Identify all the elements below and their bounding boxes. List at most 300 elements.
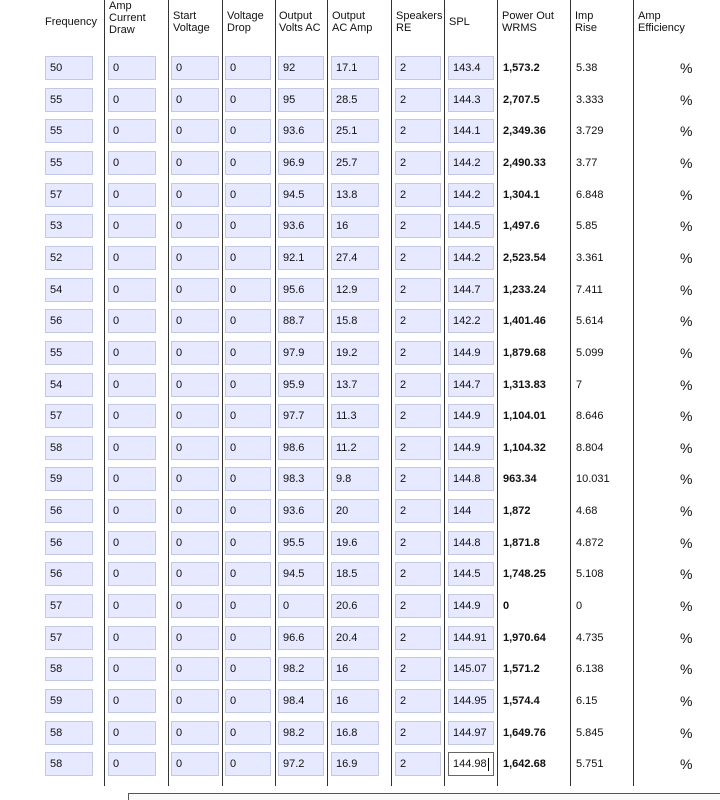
power-out-value <box>503 752 568 776</box>
output-amp-input-text: 28.5 <box>336 94 358 106</box>
output-volts-input[interactable] <box>278 119 324 143</box>
output-amp-input[interactable] <box>331 246 379 270</box>
voltage-drop-input[interactable] <box>225 689 271 713</box>
speakers-re-input[interactable] <box>395 278 441 302</box>
speakers-re-input[interactable] <box>395 246 441 270</box>
spl-input[interactable] <box>448 151 494 175</box>
output-volts-input[interactable] <box>278 151 324 175</box>
voltage-drop-input-text: 0 <box>230 94 237 106</box>
voltage-drop-input[interactable] <box>225 151 271 175</box>
frequency-input[interactable] <box>45 626 93 650</box>
imp-rise-value-text: 0 <box>576 600 583 612</box>
start-voltage-input[interactable] <box>171 721 219 745</box>
amp-current-input-text: 0 <box>113 442 120 454</box>
speakers-re-input-text: 2 <box>400 284 407 296</box>
start-voltage-input[interactable] <box>171 183 219 207</box>
output-volts-input[interactable] <box>278 88 324 112</box>
start-voltage-input-text: 0 <box>176 157 183 169</box>
spl-input[interactable] <box>448 56 494 80</box>
output-volts-input[interactable] <box>278 56 324 80</box>
amp-current-input[interactable] <box>108 341 156 365</box>
start-voltage-input-text: 0 <box>176 410 183 422</box>
table-row <box>0 594 720 618</box>
frequency-input[interactable] <box>45 119 93 143</box>
voltage-drop-input-text: 0 <box>230 157 237 169</box>
speakers-re-input[interactable] <box>395 721 441 745</box>
frequency-input-text: 53 <box>50 220 63 232</box>
amp-current-input[interactable] <box>108 689 156 713</box>
speakers-re-input[interactable] <box>395 214 441 238</box>
spl-input[interactable] <box>448 309 494 333</box>
speakers-re-input-text: 2 <box>400 695 407 707</box>
start-voltage-input[interactable] <box>171 246 219 270</box>
spl-input[interactable] <box>448 499 494 523</box>
frequency-input[interactable] <box>45 436 93 460</box>
imp-rise-value <box>576 626 631 650</box>
output-volts-input[interactable] <box>278 341 324 365</box>
output-volts-input[interactable] <box>278 214 324 238</box>
amp-efficiency-value-text: % <box>680 440 693 456</box>
voltage-drop-input[interactable] <box>225 531 271 555</box>
frequency-input[interactable] <box>45 404 93 428</box>
output-amp-input-text: 9.8 <box>336 473 352 485</box>
start-voltage-input-text: 0 <box>176 315 183 327</box>
start-voltage-input[interactable] <box>171 309 219 333</box>
output-amp-input[interactable] <box>331 88 379 112</box>
amp-efficiency-value-text: % <box>680 725 693 741</box>
spl-input-text: 144.7 <box>453 379 481 391</box>
speakers-re-input[interactable] <box>395 341 441 365</box>
amp-current-input[interactable] <box>108 499 156 523</box>
header-label-line: Power Out <box>502 10 554 22</box>
header-label-line: Efficiency <box>638 22 685 34</box>
frequency-input[interactable] <box>45 499 93 523</box>
output-amp-input-text: 13.8 <box>336 189 358 201</box>
output-volts-input[interactable] <box>278 246 324 270</box>
output-volts-input[interactable] <box>278 309 324 333</box>
voltage-drop-input[interactable] <box>225 404 271 428</box>
output-volts-input[interactable] <box>278 278 324 302</box>
speakers-re-input[interactable] <box>395 151 441 175</box>
output-volts-input[interactable] <box>278 373 324 397</box>
spl-input[interactable] <box>448 119 494 143</box>
output-amp-input[interactable] <box>331 309 379 333</box>
voltage-drop-input-text: 0 <box>230 505 237 517</box>
output-volts-input[interactable] <box>278 467 324 491</box>
amp-current-input[interactable] <box>108 373 156 397</box>
spl-input[interactable] <box>448 88 494 112</box>
power-out-value-text: 1,872 <box>503 505 531 517</box>
speakers-re-input[interactable] <box>395 309 441 333</box>
amp-current-input[interactable] <box>108 594 156 618</box>
output-amp-input[interactable] <box>331 689 379 713</box>
header-spl <box>447 0 497 44</box>
power-out-value-text: 2,349.36 <box>503 125 546 137</box>
frequency-input[interactable] <box>45 594 93 618</box>
output-volts-input[interactable] <box>278 436 324 460</box>
header-start-voltage <box>171 0 221 44</box>
header-label-line: SPL <box>449 16 470 28</box>
power-out-value-text: 2,707.5 <box>503 94 540 106</box>
frequency-input[interactable] <box>45 246 93 270</box>
start-voltage-input[interactable] <box>171 752 219 776</box>
speakers-re-input[interactable] <box>395 404 441 428</box>
spl-input[interactable] <box>448 404 494 428</box>
power-out-value-text: 1,497.6 <box>503 220 540 232</box>
imp-rise-value <box>576 88 631 112</box>
output-volts-input-text: 96.6 <box>283 632 305 644</box>
start-voltage-input[interactable] <box>171 436 219 460</box>
imp-rise-value <box>576 499 631 523</box>
output-amp-input[interactable] <box>331 594 379 618</box>
imp-rise-value <box>576 467 631 491</box>
imp-rise-value <box>576 689 631 713</box>
spl-input[interactable] <box>448 183 494 207</box>
output-amp-input[interactable] <box>331 531 379 555</box>
output-amp-input[interactable] <box>331 562 379 586</box>
start-voltage-input[interactable] <box>171 119 219 143</box>
output-amp-input[interactable] <box>331 404 379 428</box>
power-out-value-text: 1,233.24 <box>503 284 546 296</box>
table-row <box>0 562 720 586</box>
start-voltage-input[interactable] <box>171 278 219 302</box>
frequency-input[interactable] <box>45 278 93 302</box>
output-volts-input[interactable] <box>278 404 324 428</box>
header-label-line: Output <box>332 10 366 22</box>
frequency-input[interactable] <box>45 151 93 175</box>
imp-rise-value-text: 4.735 <box>576 632 604 644</box>
start-voltage-input[interactable] <box>171 531 219 555</box>
amp-current-input[interactable] <box>108 404 156 428</box>
speakers-re-input[interactable] <box>395 373 441 397</box>
imp-rise-value <box>576 531 631 555</box>
amp-efficiency-value <box>680 404 700 428</box>
power-out-value <box>503 436 568 460</box>
frequency-input-text: 56 <box>50 315 63 327</box>
voltage-drop-input[interactable] <box>225 278 271 302</box>
amp-current-input[interactable] <box>108 119 156 143</box>
frequency-input-text: 52 <box>50 252 63 264</box>
spl-input-text: 144.9 <box>453 600 481 612</box>
start-voltage-input-text: 0 <box>176 94 183 106</box>
output-volts-input[interactable] <box>278 183 324 207</box>
amp-current-input[interactable] <box>108 436 156 460</box>
amp-current-input[interactable] <box>108 278 156 302</box>
amp-efficiency-value-text: % <box>680 92 693 108</box>
voltage-drop-input[interactable] <box>225 119 271 143</box>
output-amp-input[interactable] <box>331 499 379 523</box>
output-amp-input[interactable] <box>331 436 379 460</box>
speakers-re-input[interactable] <box>395 657 441 681</box>
spl-input[interactable] <box>448 531 494 555</box>
speakers-re-input[interactable] <box>395 436 441 460</box>
voltage-drop-input[interactable] <box>225 752 271 776</box>
imp-rise-value <box>576 436 631 460</box>
spl-input[interactable] <box>448 594 494 618</box>
power-out-value <box>503 88 568 112</box>
spl-input-text: 144.9 <box>453 442 481 454</box>
voltage-drop-input[interactable] <box>225 721 271 745</box>
power-out-value <box>503 657 568 681</box>
spl-input[interactable] <box>448 562 494 586</box>
voltage-drop-input[interactable] <box>225 183 271 207</box>
frequency-input[interactable] <box>45 56 93 80</box>
amp-current-input-text: 0 <box>113 473 120 485</box>
amp-current-input-text: 0 <box>113 157 120 169</box>
header-output-volts-ac <box>277 0 329 44</box>
output-amp-input[interactable] <box>331 119 379 143</box>
amp-current-input[interactable] <box>108 88 156 112</box>
imp-rise-value <box>576 404 631 428</box>
spl-input[interactable] <box>448 246 494 270</box>
speakers-re-input-text: 2 <box>400 94 407 106</box>
amp-current-input[interactable] <box>108 183 156 207</box>
voltage-drop-input[interactable] <box>225 594 271 618</box>
spl-input[interactable] <box>448 341 494 365</box>
voltage-drop-input[interactable] <box>225 373 271 397</box>
output-volts-input[interactable] <box>278 499 324 523</box>
start-voltage-input[interactable] <box>171 467 219 491</box>
amp-current-input-text: 0 <box>113 505 120 517</box>
output-volts-input-text: 97.9 <box>283 347 305 359</box>
output-amp-input[interactable] <box>331 467 379 491</box>
speakers-re-input[interactable] <box>395 467 441 491</box>
imp-rise-value-text: 8.804 <box>576 442 604 454</box>
voltage-drop-input[interactable] <box>225 467 271 491</box>
amp-current-input[interactable] <box>108 752 156 776</box>
speakers-re-input[interactable] <box>395 752 441 776</box>
frequency-input[interactable] <box>45 214 93 238</box>
header-label-line: Drop <box>227 22 251 34</box>
voltage-drop-input[interactable] <box>225 56 271 80</box>
output-volts-input[interactable] <box>278 721 324 745</box>
table-row <box>0 373 720 397</box>
start-voltage-input[interactable] <box>171 657 219 681</box>
frequency-input[interactable] <box>45 562 93 586</box>
voltage-drop-input[interactable] <box>225 309 271 333</box>
amp-current-input[interactable] <box>108 214 156 238</box>
imp-rise-value-text: 5.614 <box>576 315 604 327</box>
amp-efficiency-value-text: % <box>680 218 693 234</box>
power-out-value-text: 1,401.46 <box>503 315 546 327</box>
output-volts-input[interactable] <box>278 657 324 681</box>
imp-rise-value <box>576 214 631 238</box>
power-out-value-text: 1,642.68 <box>503 758 546 770</box>
output-volts-input[interactable] <box>278 689 324 713</box>
speakers-re-input[interactable] <box>395 562 441 586</box>
voltage-drop-input[interactable] <box>225 626 271 650</box>
frequency-input-text: 55 <box>50 94 63 106</box>
amp-current-input[interactable] <box>108 562 156 586</box>
output-volts-input[interactable] <box>278 531 324 555</box>
imp-rise-value-text: 6.138 <box>576 663 604 675</box>
amp-current-input[interactable] <box>108 531 156 555</box>
frequency-input-text: 59 <box>50 695 63 707</box>
voltage-drop-input[interactable] <box>225 499 271 523</box>
frequency-input[interactable] <box>45 531 93 555</box>
output-amp-input-text: 15.8 <box>336 315 358 327</box>
imp-rise-value <box>576 373 631 397</box>
amp-current-input[interactable] <box>108 151 156 175</box>
spl-input[interactable] <box>448 214 494 238</box>
amp-current-input[interactable] <box>108 721 156 745</box>
frequency-input[interactable] <box>45 88 93 112</box>
output-volts-input[interactable] <box>278 626 324 650</box>
output-volts-input-text: 98.2 <box>283 727 305 739</box>
speakers-re-input[interactable] <box>395 119 441 143</box>
spl-input[interactable] <box>448 657 494 681</box>
start-voltage-input[interactable] <box>171 214 219 238</box>
start-voltage-input[interactable] <box>171 88 219 112</box>
power-out-value <box>503 151 568 175</box>
start-voltage-input[interactable] <box>171 499 219 523</box>
frequency-input[interactable] <box>45 721 93 745</box>
amp-current-input[interactable] <box>108 626 156 650</box>
spl-input-text: 144.3 <box>453 94 481 106</box>
start-voltage-input[interactable] <box>171 56 219 80</box>
voltage-drop-input-text: 0 <box>230 758 237 770</box>
output-amp-input[interactable] <box>331 56 379 80</box>
start-voltage-input[interactable] <box>171 689 219 713</box>
voltage-drop-input[interactable] <box>225 341 271 365</box>
spl-input[interactable] <box>448 436 494 460</box>
frequency-input-text: 57 <box>50 632 63 644</box>
amp-current-input-text: 0 <box>113 284 120 296</box>
amp-current-input[interactable] <box>108 309 156 333</box>
power-out-value <box>503 119 568 143</box>
frequency-input[interactable] <box>45 689 93 713</box>
frequency-input-text: 55 <box>50 125 63 137</box>
output-volts-input-text: 98.6 <box>283 442 305 454</box>
output-volts-input[interactable] <box>278 562 324 586</box>
output-amp-input[interactable] <box>331 341 379 365</box>
amp-current-input[interactable] <box>108 56 156 80</box>
imp-rise-value <box>576 183 631 207</box>
frequency-input[interactable] <box>45 373 93 397</box>
voltage-drop-input[interactable] <box>225 246 271 270</box>
amp-current-input[interactable] <box>108 467 156 491</box>
speakers-re-input[interactable] <box>395 594 441 618</box>
speakers-re-input[interactable] <box>395 531 441 555</box>
amp-current-input-text: 0 <box>113 189 120 201</box>
speakers-re-input[interactable] <box>395 183 441 207</box>
output-volts-input-text: 93.6 <box>283 125 305 137</box>
spl-input[interactable] <box>448 626 494 650</box>
output-amp-input[interactable] <box>331 657 379 681</box>
speakers-re-input-text: 2 <box>400 189 407 201</box>
spl-input[interactable] <box>448 721 494 745</box>
voltage-drop-input-text: 0 <box>230 252 237 264</box>
power-out-value-text: 1,871.8 <box>503 537 540 549</box>
start-voltage-input[interactable] <box>171 373 219 397</box>
start-voltage-input[interactable] <box>171 562 219 586</box>
output-amp-input[interactable] <box>331 214 379 238</box>
output-amp-input[interactable] <box>331 373 379 397</box>
speakers-re-input[interactable] <box>395 499 441 523</box>
frequency-input[interactable] <box>45 657 93 681</box>
voltage-drop-input-text: 0 <box>230 62 237 74</box>
spl-input-text: 144.5 <box>453 568 481 580</box>
frequency-input[interactable] <box>45 309 93 333</box>
frequency-input[interactable] <box>45 752 93 776</box>
output-amp-input[interactable] <box>331 183 379 207</box>
output-amp-input[interactable] <box>331 626 379 650</box>
spl-input-text: 144.98 <box>453 758 487 770</box>
amp-current-input-text: 0 <box>113 252 120 264</box>
voltage-drop-input[interactable] <box>225 88 271 112</box>
amp-efficiency-value <box>680 499 700 523</box>
output-amp-input-text: 11.2 <box>336 442 357 454</box>
start-voltage-input[interactable] <box>171 151 219 175</box>
speakers-re-input[interactable] <box>395 88 441 112</box>
header-label-line: Speakers <box>396 10 443 22</box>
output-volts-input[interactable] <box>278 594 324 618</box>
voltage-drop-input[interactable] <box>225 214 271 238</box>
output-amp-input-text: 16 <box>336 695 349 707</box>
voltage-drop-input[interactable] <box>225 657 271 681</box>
speakers-re-input[interactable] <box>395 56 441 80</box>
start-voltage-input[interactable] <box>171 594 219 618</box>
speakers-re-input[interactable] <box>395 689 441 713</box>
spl-input[interactable] <box>448 689 494 713</box>
frequency-input-text: 59 <box>50 473 63 485</box>
output-amp-input-text: 18.5 <box>336 568 358 580</box>
output-amp-input[interactable] <box>331 151 379 175</box>
header-label-line: WRMS <box>502 22 537 34</box>
power-out-value <box>503 626 568 650</box>
amp-efficiency-value <box>680 214 700 238</box>
voltage-drop-input[interactable] <box>225 562 271 586</box>
output-amp-input[interactable] <box>331 752 379 776</box>
output-amp-input[interactable] <box>331 278 379 302</box>
output-volts-input[interactable] <box>278 752 324 776</box>
spl-input[interactable] <box>448 278 494 302</box>
power-out-value-text: 1,649.76 <box>503 727 546 739</box>
start-voltage-input[interactable] <box>171 341 219 365</box>
amp-current-input[interactable] <box>108 246 156 270</box>
spl-input[interactable] <box>448 373 494 397</box>
frequency-input-text: 57 <box>50 189 63 201</box>
start-voltage-input[interactable] <box>171 626 219 650</box>
frequency-input[interactable] <box>45 467 93 491</box>
output-amp-input[interactable] <box>331 721 379 745</box>
speakers-re-input[interactable] <box>395 626 441 650</box>
amp-efficiency-value-text: % <box>680 756 693 772</box>
voltage-drop-input-text: 0 <box>230 568 237 580</box>
amp-efficiency-value <box>680 752 700 776</box>
amp-current-input-text: 0 <box>113 568 120 580</box>
voltage-drop-input[interactable] <box>225 436 271 460</box>
spl-input[interactable] <box>448 752 494 776</box>
speakers-re-input-text: 2 <box>400 157 407 169</box>
header-amp-current-draw <box>107 0 167 44</box>
table-row <box>0 341 720 365</box>
amp-efficiency-value-text: % <box>680 345 693 361</box>
table-row <box>0 657 720 681</box>
amp-efficiency-value-text: % <box>680 566 693 582</box>
frequency-input[interactable] <box>45 341 93 365</box>
output-volts-input-text: 93.6 <box>283 505 305 517</box>
imp-rise-value-text: 5.845 <box>576 727 604 739</box>
speakers-re-input-text: 2 <box>400 505 407 517</box>
spl-input[interactable] <box>448 467 494 491</box>
frequency-input[interactable] <box>45 183 93 207</box>
amp-current-input-text: 0 <box>113 727 120 739</box>
spl-input-text: 143.4 <box>453 62 481 74</box>
amp-current-input[interactable] <box>108 657 156 681</box>
start-voltage-input[interactable] <box>171 404 219 428</box>
output-volts-input-text: 95.6 <box>283 284 305 296</box>
